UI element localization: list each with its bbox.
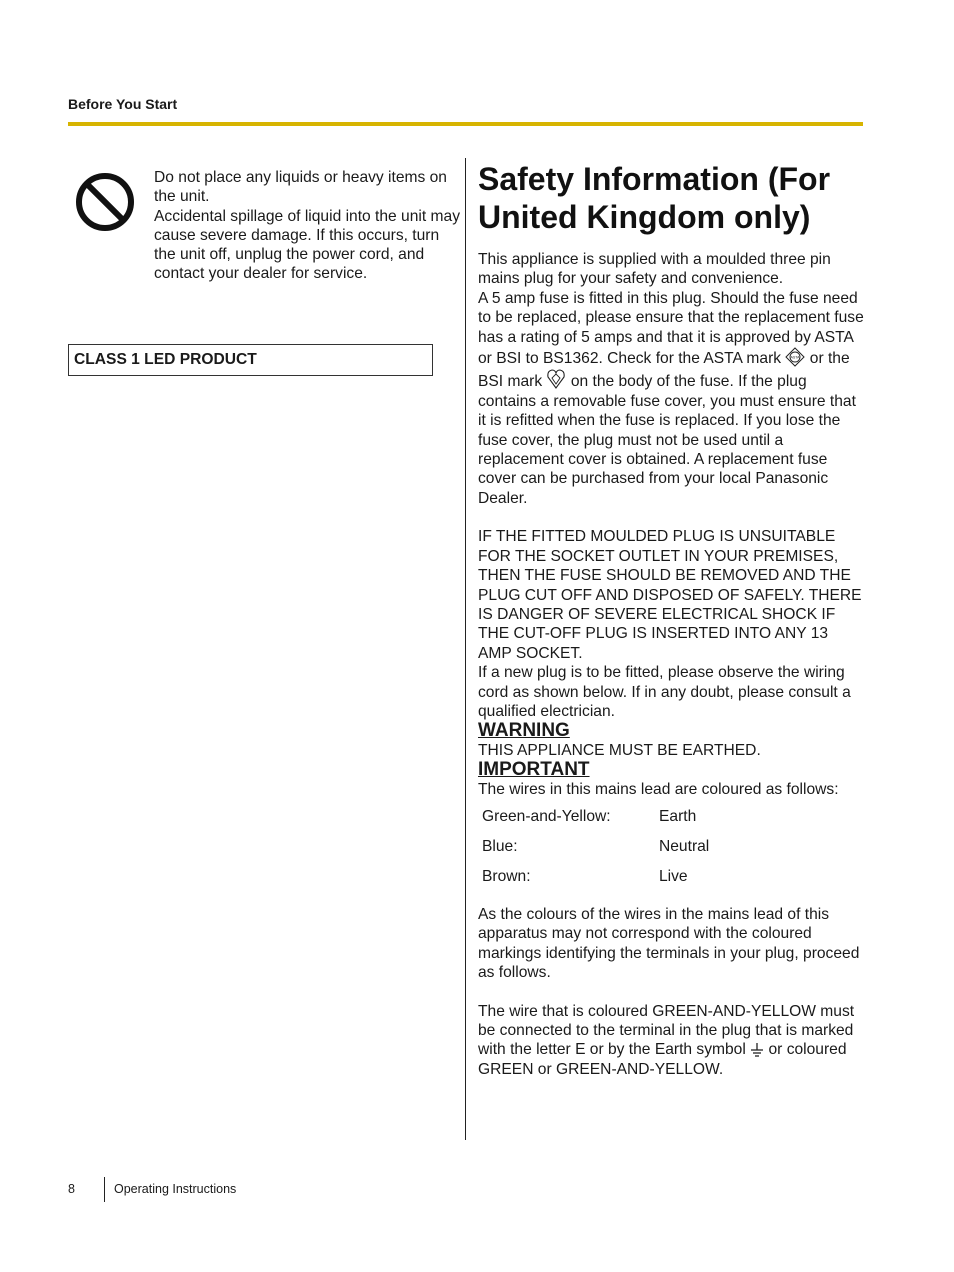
liquid-caution	[154, 168, 460, 284]
caps-warning: IF THE FITTED MOULDED PLUG IS UNSUITABLE FOR THE SOCKET OUTLET IN YOUR PREMISES, THEN THE FUSE SHOULD BE REMOVED AND THE PLUG CUT OFF AND DISPOSED OF SAFELY. THERE IS DANGER OF SEVERE ELECTRICAL SHOCK IF THE CUT-OFF PLUG IS INSERTED INTO ANY 13 AMP SOCKET.	[478, 528, 862, 662]
new-plug-note: If a new plug is to be fitted, please observe the wiring cord as shown below. If in any doubt, please consult a qualified electrician.	[478, 664, 851, 720]
earth-note-text-b: or coloured GREEN or GREEN-AND-YELLOW.	[478, 1041, 847, 1078]
wires-intro: The wires in this mains lead are coloured as follows:	[478, 780, 839, 798]
wire-colour: Green-and-Yellow:	[482, 807, 611, 825]
page-number: 8	[68, 1182, 75, 1196]
table-row	[482, 837, 709, 867]
laser-class-text: CLASS 1 LED PRODUCT	[74, 351, 257, 368]
laser-class-label	[68, 344, 433, 376]
wire-role: Live	[659, 867, 688, 885]
important-heading: IMPORTANT	[478, 759, 590, 781]
footer-label: Operating Instructions	[114, 1182, 237, 1196]
table-row	[482, 807, 709, 837]
warning-heading: WARNING	[478, 720, 570, 742]
earth-note	[478, 1002, 864, 1080]
fuse-text-c: on the body of the fuse. If the plug contains a removable fuse cover, you must ensure that it is refitted when the fuse is replaced. If you lose the fuse cover, the plug must not be used until a replacement cover is obtained. A replacement fuse cover can be purchased from your local Panasonic Dealer.	[478, 373, 856, 507]
asta-mark-text: ASTA	[790, 355, 800, 360]
footer-divider	[104, 1177, 105, 1202]
section-title: Before You Start	[68, 96, 178, 112]
caution-line-2: Accidental spillage of liquid into the unit may cause severe damage. If this occurs, turn the unit off, unplug the power cord, and contact your dealer for service.	[154, 207, 460, 283]
bsi-kitemark-icon	[546, 368, 566, 390]
fuse-text-a: A 5 amp fuse is fitted in this plug. Should the fuse need to be replaced, please ensure that the replacement fuse has a rating of 5 amps and that it is approved by ASTA or BSI to BS1362. Check for the ASTA mark	[478, 289, 864, 368]
table-row	[482, 867, 709, 897]
fuse-paragraph	[478, 289, 864, 508]
earth-note-text-a: The wire that is coloured GREEN-AND-YELLOW must be connected to the terminal in the plug that is marked with the letter E or by the Earth symbol	[478, 1002, 855, 1059]
asta-mark-icon	[785, 347, 805, 367]
wire-role: Earth	[659, 807, 697, 825]
fuse-text-b: or the BSI mark	[478, 350, 850, 391]
page-title: Safety Information (For United Kingdom only)	[478, 161, 831, 235]
wire-role: Neutral	[659, 837, 710, 855]
prohibition-icon	[74, 171, 136, 233]
earth-symbol-icon	[750, 1042, 764, 1058]
column-divider	[465, 158, 466, 1140]
caution-line-1: Do not place any liquids or heavy items on the unit.	[154, 169, 447, 206]
wire-colour: Blue:	[482, 837, 518, 855]
colours-note: As the colours of the wires in the mains lead of this apparatus may not correspond with the coloured markings identifying the terminals in your plug, proceed as follows.	[478, 905, 860, 982]
wire-colour-table	[482, 807, 709, 897]
header-rule	[68, 122, 863, 126]
warning-text: THIS APPLIANCE MUST BE EARTHED.	[478, 741, 761, 759]
intro-paragraph: This appliance is supplied with a moulded three pin mains plug for your safety and convenience.	[478, 251, 831, 288]
wire-colour: Brown:	[482, 867, 531, 885]
safety-section	[478, 160, 864, 1079]
